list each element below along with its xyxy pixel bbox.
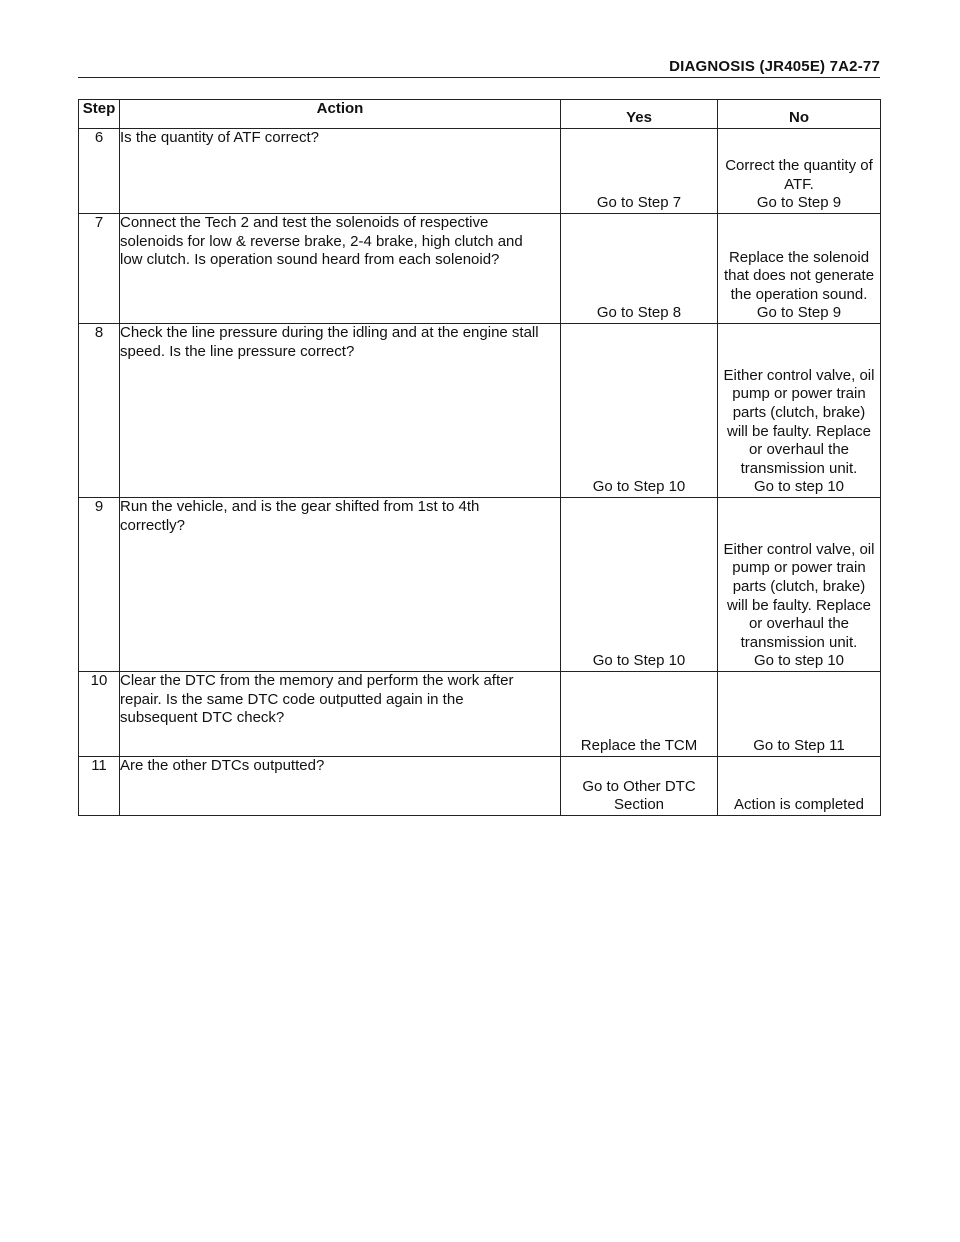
- step-number: 6: [79, 129, 120, 214]
- action-text: Clear the DTC from the memory and perform the work after repair. Is the same DTC code outputted again in the subsequent DTC check?: [120, 672, 561, 757]
- yes-result: Go to Step 8: [561, 214, 718, 324]
- action-text: Connect the Tech 2 and test the solenoids of respective solenoids for low & reverse brake, 2-4 brake, high clutch and low clutch. Is operation sound heard from each solenoid?: [120, 214, 561, 324]
- page-header: DIAGNOSIS (JR405E) 7A2-77: [669, 58, 880, 75]
- action-text: Check the line pressure during the idling and at the engine stall speed. Is the line pressure correct?: [120, 324, 561, 498]
- no-result: Go to Step 11: [718, 672, 881, 757]
- table-row: [79, 129, 881, 214]
- table-row: [79, 498, 881, 672]
- no-result: Either control valve, oil pump or power train parts (clutch, brake) will be faulty. Replace or overhaul the transmission unit. Go to step 10: [718, 324, 881, 498]
- yes-result: Go to Other DTC Section: [561, 757, 718, 816]
- no-result: Replace the solenoid that does not generate the operation sound. Go to Step 9: [718, 214, 881, 324]
- no-result: Either control valve, oil pump or power train parts (clutch, brake) will be faulty. Replace or overhaul the transmission unit. Go to step 10: [718, 498, 881, 672]
- step-number: 11: [79, 757, 120, 816]
- yes-result: Go to Step 7: [561, 129, 718, 214]
- step-number: 8: [79, 324, 120, 498]
- column-header-no: No: [718, 100, 881, 129]
- header-rule: [78, 77, 880, 78]
- table-header-row: [79, 100, 881, 129]
- yes-result: Replace the TCM: [561, 672, 718, 757]
- step-number: 7: [79, 214, 120, 324]
- action-text: Are the other DTCs outputted?: [120, 757, 561, 816]
- table-row: [79, 757, 881, 816]
- yes-result: Go to Step 10: [561, 498, 718, 672]
- step-number: 9: [79, 498, 120, 672]
- action-text: Is the quantity of ATF correct?: [120, 129, 561, 214]
- action-text: Run the vehicle, and is the gear shifted from 1st to 4th correctly?: [120, 498, 561, 672]
- no-result: Action is completed: [718, 757, 881, 816]
- step-number: 10: [79, 672, 120, 757]
- diagnosis-table: [78, 99, 881, 816]
- yes-result: Go to Step 10: [561, 324, 718, 498]
- column-header-action: Action: [120, 100, 561, 129]
- table-row: [79, 214, 881, 324]
- column-header-step: Step: [79, 100, 120, 129]
- no-result: Correct the quantity of ATF. Go to Step 9: [718, 129, 881, 214]
- table-row: [79, 324, 881, 498]
- column-header-yes: Yes: [561, 100, 718, 129]
- table-row: [79, 672, 881, 757]
